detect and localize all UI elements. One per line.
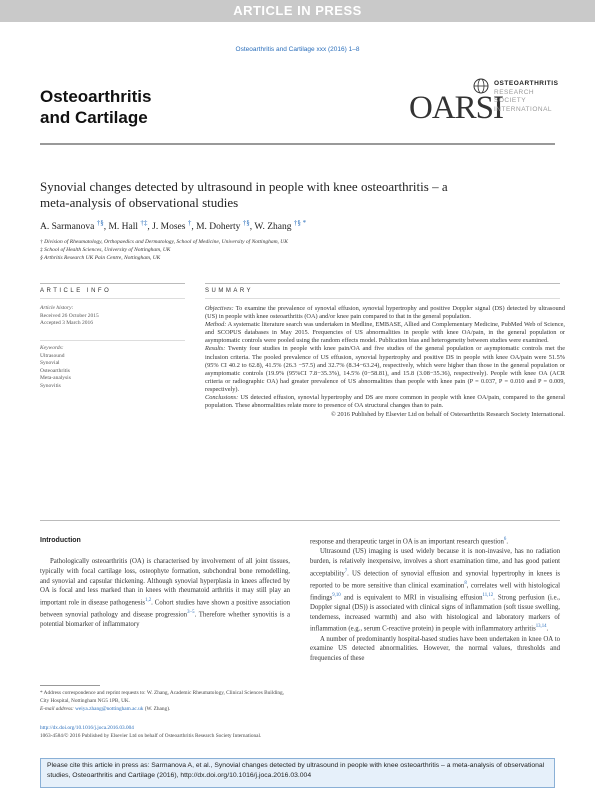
author-list: A. Sarmanova †§, M. Hall †‡, J. Moses †, M. Doherty †§, W. Zhang †§ *	[40, 219, 307, 233]
paragraph	[40, 557, 290, 630]
author-affil-mark[interactable]: †	[187, 219, 192, 227]
abstract-bottom-rule	[40, 520, 560, 521]
citation-link[interactable]: 1,2	[145, 598, 152, 604]
paragraph: A number of predominantly hospital-based studies have been undertaken in knee OA to examine US detected abnormalities. However, the normal values, thresholds and frequencies of these	[310, 635, 560, 663]
issn-line: 1063-4584/© 2016 Published by Elsevier Ltd on behalf of Osteoarthritis Research Society International.	[40, 732, 262, 739]
text-run: and is equivalent to MRI in visualising effusion	[340, 594, 483, 602]
text-run: . Therefore whether synovitis is a potential biomarker of inflammatory	[40, 611, 291, 629]
right-column	[310, 535, 560, 664]
email-suffix: (W. Zhang).	[144, 705, 171, 712]
citation-link[interactable]: 11,12	[482, 592, 494, 598]
logo-society-text	[494, 80, 562, 114]
keyword: Synovial	[40, 360, 60, 366]
doi-link[interactable]: http://dx.doi.org/10.1016/j.joca.2016.03.004	[40, 725, 134, 731]
citation-link[interactable]: 8	[464, 580, 467, 586]
author-affil-mark[interactable]: †§	[96, 219, 104, 227]
text-run: . Cohort studies have shown a positive association between synovial pathology and disease progression	[40, 599, 290, 619]
text-run: . Strong perfusion (i.e., Doppler signal (DS)) is associated with clinical signs of inflammation (soft tissue swelling, tenderness, increased warmth) and also with histological and laboratory markers of inflammation (e.g., serum C-reactive protein) in people with inflammatory arthritis	[310, 594, 560, 633]
email-label: E-mail address:	[40, 705, 74, 712]
keyword: Osteoarthritis	[40, 367, 70, 374]
citation-link[interactable]: 13,14	[535, 624, 547, 630]
section-label: Objectives:	[205, 305, 234, 312]
article-history	[40, 305, 160, 328]
author-affil-mark[interactable]: †‡	[140, 219, 148, 227]
text-run: .	[506, 538, 509, 546]
article-title: Synovial changes detected by ultrasound in people with knee osteoarthritis – a meta-analysis of observational studies	[40, 179, 448, 210]
text-run: , correlates well with histological findings	[310, 581, 560, 602]
journal-name-line: Osteoarthritis	[40, 87, 152, 106]
keyword: Ultrasound	[40, 352, 65, 359]
article-info-subrule	[40, 298, 185, 299]
left-column	[40, 557, 290, 630]
article-in-press-banner: ARTICLE IN PRESS	[0, 0, 595, 22]
affiliations	[40, 238, 288, 262]
article-info-heading: ARTICLE INFO	[40, 288, 112, 294]
doi-block	[40, 725, 560, 741]
affiliation: † Division of Rheumatology, Orthopaedics and Dermatology, School of Medicine, University of Nottingham, UK	[40, 239, 288, 245]
logo-line: RESEARCH SOCIETY	[494, 88, 535, 104]
header-divider	[40, 143, 555, 145]
history-divider	[40, 340, 185, 341]
citation-link[interactable]: 9,10	[332, 592, 341, 598]
logo-wordmark: OARSI	[409, 90, 504, 126]
text-run: Pathologically osteoarthritis (OA) is characterised by involvement of all joint tissues, typically with focal cartilage loss, osteophyte formation, subchondral bone remodelling, and synovial and capsular thickening. Although synovial hyperplasia in knees affected by OA is focal and less marked than in knees with rheumatoid arthritis it may still play an important role in disease pathogenesis	[40, 558, 290, 607]
history-label: Article history:	[40, 305, 74, 311]
author-name[interactable]: M. Doherty	[196, 222, 241, 233]
author-name[interactable]: M. Hall	[108, 222, 139, 233]
abstract-conclusions	[205, 394, 565, 410]
section-text: A systematic literature search was undertaken in Medline, EMBASE, Allied and Complementary Medicine, PubMed Web of Science, and SCOPUS databases in May 2015. Frequencies of US abnormalities in people with knee OA/pain, in the general population or asymptomatic controls were pooled using the random effects model. Publication bias and heterogeneity between studies were examined.	[205, 321, 565, 345]
abstract-results	[205, 345, 565, 394]
accepted-date: Accepted 3 March 2016	[40, 320, 93, 326]
abstract-objectives	[205, 305, 565, 321]
keywords-label: Keywords:	[40, 345, 64, 351]
citation-link[interactable]: 6	[503, 537, 507, 542]
section-text: US detected effusion, synovial hypertrophy and DS are more common in people with knee OA/pain, compared to the general population. These abnormalities relate more to presence of OA structural changes than to pain.	[205, 394, 565, 410]
text-run: .	[546, 625, 549, 633]
section-label: Results:	[205, 345, 226, 353]
oarsi-logo	[407, 76, 562, 136]
summary-subrule	[205, 298, 560, 299]
text-run: Ultrasound (US) imaging is used widely because it is non-invasive, has no radiation burden, is relatively inexpensive, involves a short examination time, and has good patient acceptability	[310, 548, 560, 577]
abstract-copyright: © 2016 Published by Elsevier Ltd on behalf of Osteoarthritis Research Society International.	[330, 411, 565, 419]
introduction-heading: Introduction	[40, 537, 81, 544]
text-run: response and therapeutic target in OA is an important research question	[310, 538, 504, 546]
email-link[interactable]: weiya.zhang@nottingham.ac.uk	[75, 705, 144, 712]
abstract	[205, 305, 565, 419]
section-label: Method:	[205, 321, 227, 329]
author-affil-mark[interactable]: †§ *	[293, 219, 307, 227]
author-name[interactable]: W. Zhang	[254, 222, 292, 233]
logo-line: INTERNATIONAL	[494, 105, 553, 113]
journal-name-line: and Cartilage	[40, 108, 148, 127]
logo-line: OSTEOARTHRITIS	[494, 80, 559, 87]
section-label: Conclusions:	[205, 394, 239, 402]
section-text: Twenty four studies in people with knee pain/OA and five studies of the general population or asymptomatic controls met the inclusion criteria. The pooled prevalence of US effusion, synovial hypertrophy and positive DS in people with knee OA/pain were 51.5% (95% CI 40.2 to 62.8), 41.5% (26.3 −57.5) and 32.7% (8.34−63.24), respectively, which were higher than those in the general population or asymptomatic controls (19.9% (95%CI 7.8−35.3%), 14.5% (0−58.81), and 15.8 (3.08−35.36), respectively). People with knee OA (ACR criteria or radiographic OA) had greater prevalence of US abnormalities than people with knee pain (P = 0.037, P = 0.010 and P = 0.009, respectively).	[205, 345, 565, 393]
text-run: . US detection of synovial effusion and synovial hypertrophy in knees is reported to be more sensitive than clinical examination	[310, 569, 560, 589]
author-name[interactable]: A. Sarmanova	[40, 222, 95, 233]
paragraph	[310, 535, 560, 547]
keyword: Synovitis	[40, 382, 61, 389]
article-info-rule	[40, 283, 185, 284]
keyword: Meta-analysis	[40, 375, 71, 381]
citation-link[interactable]: 7	[344, 568, 348, 574]
footnote-rule	[40, 685, 100, 686]
citation-notice-box: Please cite this article in press as: Sarmanova A, et al., Synovial changes detected by ultrasound in people with knee osteoarthritis – a meta-analysis of observational studies, Osteoarthritis and Cartilage (2016), http://dx.doi.org/10.1016/j.joca.2016.03.004	[40, 758, 555, 788]
author-name[interactable]: J. Moses	[152, 222, 186, 233]
correspondence-footnote	[40, 690, 290, 713]
journal-name	[40, 86, 151, 128]
author-affil-mark[interactable]: †§	[242, 219, 250, 227]
paragraph	[310, 547, 560, 634]
received-date: Received 26 October 2015	[40, 312, 99, 319]
abstract-method	[205, 321, 565, 345]
journal-reference[interactable]: Osteoarthritis and Cartilage xxx (2016) 1–8	[235, 46, 360, 53]
affiliation: § Arthritis Research UK Pain Centre, Nottingham, UK	[40, 255, 161, 261]
summary-rule	[205, 283, 560, 284]
keywords-block	[40, 345, 160, 390]
citation-link[interactable]: 3−5	[187, 610, 195, 616]
section-text: To examine the prevalence of synovial effusion, synovial hypertrophy and positive Doppler signal (DS) detected by ultrasound (US) in people with knee osteoarthritis (OA) and/or knee pain compared to that in the general population.	[205, 305, 565, 321]
affiliation: ‡ School of Health Sciences, University of Nottingham, UK	[40, 247, 171, 253]
globe-icon	[473, 78, 489, 94]
summary-heading: SUMMARY	[205, 288, 254, 294]
correspondence-address: * Address correspondence and reprint requests to: W. Zhang, Academic Rheumatology, Clinical Sciences Building, City Hospital, Nottingham NG5 1PB, UK.	[40, 690, 284, 704]
email-line	[40, 706, 290, 714]
